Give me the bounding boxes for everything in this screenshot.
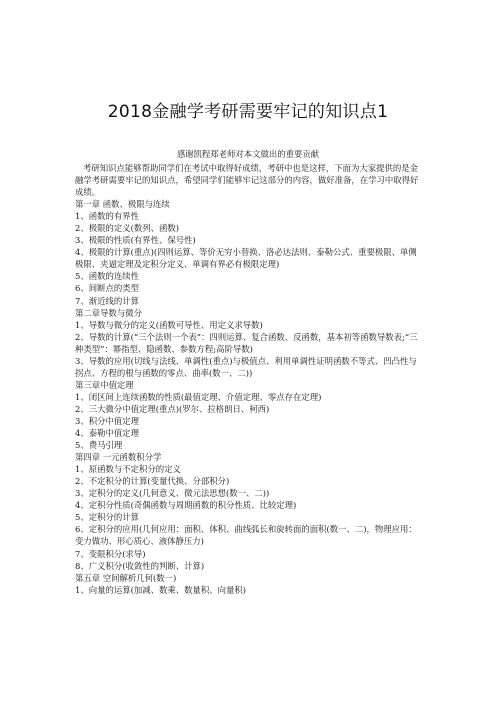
list-item: 2、不定积分的计算(变量代换、分部积分)	[75, 476, 230, 487]
document-subtitle: 感谢凯程郑老师对本文做出的重要贡献	[176, 149, 320, 159]
list-item: 2、极限的定义(数列、函数)	[75, 223, 179, 234]
list-item: 5、定积分的计算	[75, 512, 139, 523]
chapter-heading: 第四章 一元函数积分学	[75, 452, 162, 463]
list-item: 1、函数的有界性	[75, 211, 139, 222]
list-item: 1、向量的运算(加减、数乘、数量积、向量积)	[75, 584, 246, 595]
list-item: 6、间断点的类型	[75, 283, 139, 294]
list-item: 1、闭区间上连续函数的性质(最值定理、介值定理、零点存在定理)	[75, 391, 322, 402]
list-item: 4、泰勒中值定理	[75, 428, 139, 439]
document-title: 2018金融学考研需要牢记的知识点1	[107, 102, 389, 122]
list-item: 2、三大微分中值定理(重点)(罗尔、拉格朗日、柯西)	[75, 403, 270, 414]
list-item: 7、渐近线的计算	[75, 295, 139, 306]
list-item: 3、积分中值定理	[75, 415, 139, 426]
list-item: 4、定积分性质(奇偶函数与周期函数的积分性质、比较定理)	[75, 500, 297, 511]
list-item: 6、定积分的应用(几何应用：面积、体积、曲线弧长和旋转面的面积(数一、二)，物理应用：变力做功、形心质心、液体静压力)	[75, 524, 417, 547]
intro-paragraph: 考研知识点能够帮助同学们在考试中取得好成绩，考研中也是这样，下面为大家提供的是金融学考研需要牢记的知识点，希望同学们能够牢记这部分的内容，做好准备，在学习中取得好成绩。	[75, 163, 419, 198]
list-item: 4、极限的计算(重点)(四则运算、等价无穷小替换、洛必达法则、泰勒公式、重要极限、单侧极限、夹逼定理及定积分定义、单调有界必有极限定理)	[75, 247, 417, 270]
list-item: 1、导数与微分的定义(函数可导性、用定义求导数)	[75, 319, 263, 330]
list-item: 7、变限积分(求导)	[75, 548, 146, 559]
list-item: 1、原函数与不定积分的定义	[75, 464, 181, 475]
list-item: 3、导数的应用(切线与法线、单调性(重点)与极值点、利用单调性证明函数不等式、凹凸性与拐点、方程的根与函数的零点、曲率(数一、二))	[75, 355, 417, 378]
chapter-heading: 第五章 空间解析几何(数一)	[75, 572, 177, 583]
list-item: 5、函数的连续性	[75, 271, 139, 282]
list-item: 8、广义积分(收敛性的判断、计算)	[75, 560, 205, 571]
list-item: 3、定积分的定义(几何意义、微元法思想(数一、二))	[75, 488, 270, 499]
list-item: 2、导数的计算(“三个法则一个表”：四则运算、复合函数、反函数，基本初等函数导数表;“三种类型”：幂指型、隐函数、参数方程;高阶导数)	[75, 331, 418, 354]
document-body	[75, 162, 425, 596]
chapter-heading: 第一章 函数、极限与连续	[75, 199, 170, 210]
chapter-heading: 第二章导数与微分	[75, 307, 142, 318]
list-item: 3、极限的性质(有界性、保号性)	[75, 235, 196, 246]
chapter-heading: 第三章中值定理	[75, 379, 134, 390]
list-item: 5、费马引理	[75, 440, 123, 451]
